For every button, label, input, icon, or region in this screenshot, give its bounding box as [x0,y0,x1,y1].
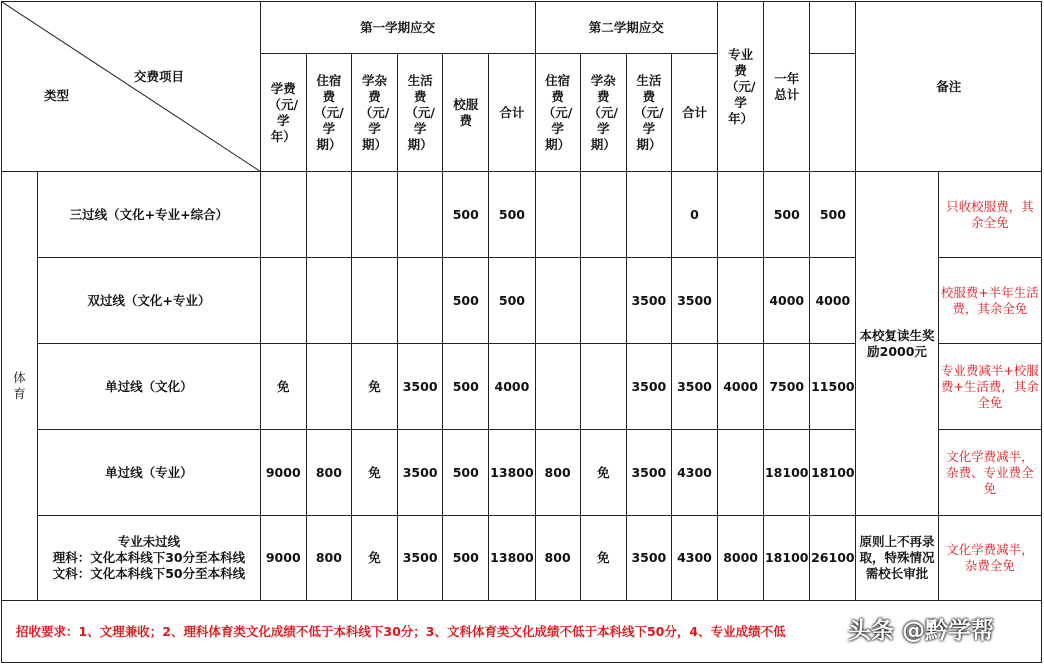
cell-tuition: 9000 [260,516,306,601]
header-dorm-1: 住宿 费 （元/ 学 期） [306,54,351,172]
cell-tuition: 免 [260,344,306,430]
header-dorm-2: 住宿 费 （元/ 学 期） [535,54,580,172]
header-fee-item: 交费项目 [134,69,185,84]
cell-misc-2 [580,344,626,430]
cell-total-2: 3500 [671,258,717,344]
cell-living-2: 3500 [626,258,671,344]
header-living-1: 生活 费 （元/ 学 期） [398,54,443,172]
cell-year-total: 500 [764,172,810,258]
cell-living-2: 3500 [626,430,671,516]
cell-living-2: 3500 [626,344,671,430]
cell-year-total: 18100 [764,516,810,601]
diagonal-header-cell [2,2,261,172]
cell-dorm-2 [535,172,580,258]
cell-tuition: 9000 [260,430,306,516]
cell-year-total: 4000 [764,258,810,344]
cell-misc-2 [580,172,626,258]
cell-dorm-2 [535,344,580,430]
diagonal-line [2,2,260,171]
row-type: 单过线（专业） [38,430,261,516]
cell-grand-total: 500 [810,172,856,258]
cell-dorm-1: 800 [306,516,351,601]
cell-total-2: 4300 [671,516,717,601]
header-misc-1: 学杂 费 （元/ 学 期） [351,54,397,172]
cell-misc-2: 免 [580,516,626,601]
header-major-fee: 专业 费 （元/ 学 年） [718,2,764,172]
header-type: 类型 [44,88,70,103]
cell-misc-2: 免 [580,430,626,516]
header-blank-2 [810,54,856,172]
cell-living-1: 3500 [398,516,443,601]
header-total-1: 合计 [489,54,535,172]
cell-total-1: 13800 [489,516,535,601]
cell-remark: 只收校服费，其 余全免 [938,172,1041,258]
cell-uniform: 500 [443,516,489,601]
cell-total-2: 3500 [671,344,717,430]
cell-total-1: 500 [489,172,535,258]
cell-grand-total: 26100 [810,516,856,601]
row-type: 专业未过线 理科：文化本科线下30分至本科线 文科：文化本科线下50分至本科线 [38,516,261,601]
cell-total-1: 13800 [489,430,535,516]
cell-grand-total: 4000 [810,258,856,344]
cell-total-2: 4300 [671,430,717,516]
cell-living-1: 3500 [398,430,443,516]
cell-tuition [260,172,306,258]
cell-living-1 [398,258,443,344]
watermark: 头条 @黔学帮 [848,618,995,644]
header-semester-2: 第二学期应交 [535,2,718,54]
cell-misc-1: 免 [351,516,397,601]
cell-major [718,430,764,516]
row-type: 单过线（文化） [38,344,261,430]
cell-total-1: 500 [489,258,535,344]
cell-misc-1 [351,172,397,258]
requirements-text: 招收要求：1、文理兼收；2、理科体育类文化成绩不低于本科线下30分；3、文科体育类文化成绩不低于本科线下50分，4、专业成绩不低 [16,624,786,639]
cell-dorm-1 [306,258,351,344]
table-row [2,172,1042,258]
cell-year-total: 7500 [764,344,810,430]
header-blank [810,2,856,54]
cell-uniform: 500 [443,344,489,430]
cell-dorm-2: 800 [535,430,580,516]
cell-dorm-2: 800 [535,516,580,601]
cell-living-2: 3500 [626,516,671,601]
cell-misc-1: 免 [351,430,397,516]
cell-grand-total: 18100 [810,430,856,516]
note-special-approval: 原则上不再录 取，特殊情况 需校长审批 [856,516,938,601]
cell-dorm-2 [535,258,580,344]
cell-remark: 校服费+半年生活 费，其余全免 [938,258,1041,344]
header-semester-1: 第一学期应交 [260,2,535,54]
header-tuition: 学费 （元/ 学 年） [260,54,306,172]
header-year-total: 一年 总计 [764,2,810,172]
row-type: 双过线（文化+专业） [38,258,261,344]
cell-major: 4000 [718,344,764,430]
cell-dorm-1: 800 [306,430,351,516]
cell-living-1 [398,172,443,258]
cell-year-total: 18100 [764,430,810,516]
cell-misc-2 [580,258,626,344]
cell-dorm-1 [306,344,351,430]
cell-living-2 [626,172,671,258]
cell-remark: 文化学费减半， 杂费、专业费全 免 [938,430,1041,516]
cell-uniform: 500 [443,258,489,344]
cell-uniform: 500 [443,430,489,516]
row-type: 三过线（文化+专业+综合） [38,172,261,258]
header-total-2: 合计 [671,54,717,172]
header-uniform: 校服 费 [443,54,489,172]
cell-major: 8000 [718,516,764,601]
cell-remark: 专业费减半+校服 费+生活费，其余 全免 [938,344,1041,430]
cell-uniform: 500 [443,172,489,258]
cell-dorm-1 [306,172,351,258]
table-row [2,516,1042,601]
cell-major [718,258,764,344]
cell-misc-1 [351,258,397,344]
cell-total-1: 4000 [489,344,535,430]
category-sports: 体 育 [2,172,38,601]
note-repeat-student: 本校复读生奖 励2000元 [856,172,938,516]
fee-table [1,1,1042,601]
cell-remark: 文化学费减半， 杂费全免 [938,516,1041,601]
cell-total-2: 0 [671,172,717,258]
cell-living-1: 3500 [398,344,443,430]
header-remark: 备注 [856,2,1042,172]
header-living-2: 生活 费 （元/ 学 期） [626,54,671,172]
cell-misc-1: 免 [351,344,397,430]
cell-major [718,172,764,258]
cell-tuition [260,258,306,344]
header-misc-2: 学杂 费 （元/ 学 期） [580,54,626,172]
cell-grand-total: 11500 [810,344,856,430]
